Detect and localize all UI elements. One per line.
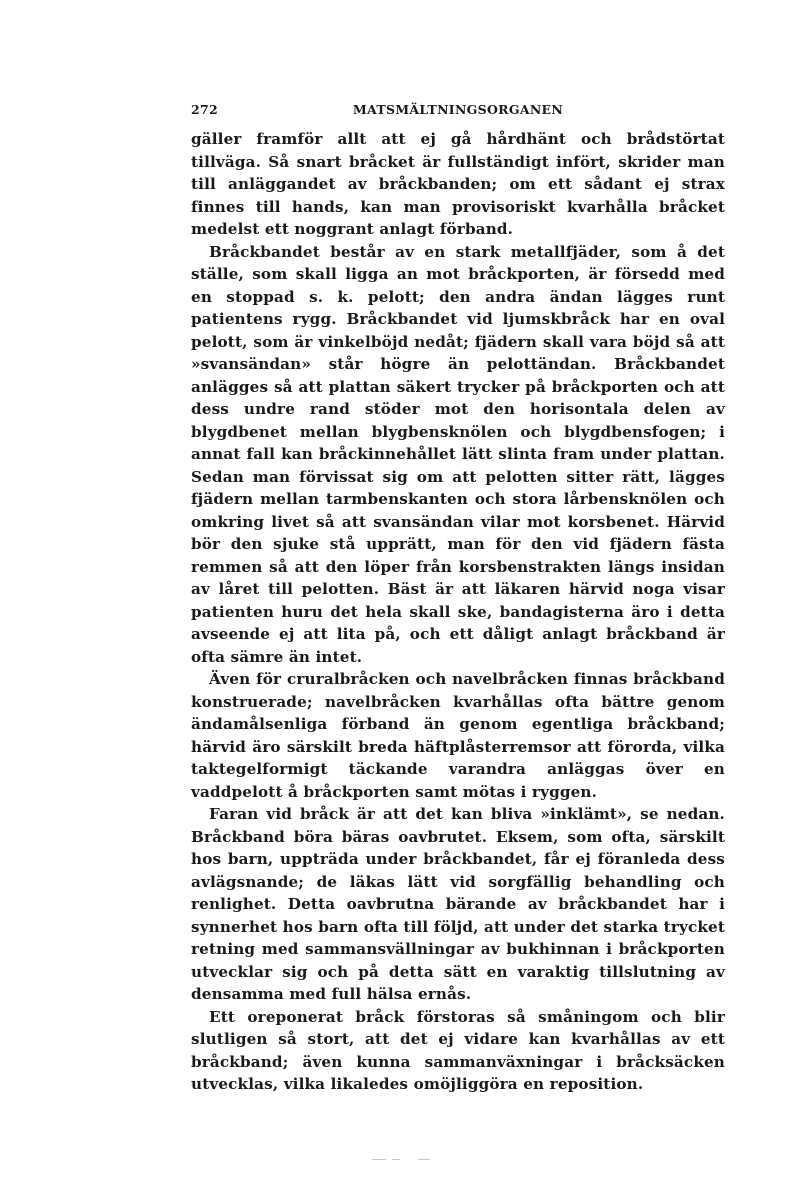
paragraph-crural-umbilical: Även för cruralbråcken och navelbråcken finnas bråckband konstruerade; navelbråcken kvarhållas ofta bättre genom ändamålsenliga förband än genom egentliga bråckband; härvid äro särskilt breda häftplåsterremsor att förorda, vilka taktegelformigt täckande varandra anläggas över en vaddpelott å bråckporten samt mötas i ryggen. (191, 670, 725, 801)
print-mark-decoration (372, 1157, 432, 1163)
running-title: MATSMÄLTNINGSORGANEN (352, 102, 564, 117)
paragraph-truss-description: Bråckbandet består av en stark metallfjäder, som å det ställe, som skall ligga an mot bråckporten, är försedd med en stoppad s. k. pelott; den andra ändan lägges runt patientens rygg. Bråckbandet vid ljumskbråck har en oval pelott, som är vinkelböjd nedåt; fjädern skall vara böjd så att »svansändan» står högre än pelottändan. Bråckbandet anlägges så att plattan säkert trycker på bråckporten och att dess undre rand stöder mot den horisontala delen av blygdbenet mellan blygbensknölen och blygdbensfogen; i annat fall kan bråckinnehållet lätt slinta fram under plattan. Sedan man förvissat sig om att pelotten sitter rätt, lägges fjädern mellan tarmbenskanten och stora lårbensknölen och omkring livet så att svansändan vilar mot korsbenet. Härvid bör den sjuke stå upprätt, man för den vid fjädern fästa remmen så att den löper från korsbenstrakten längs insidan av låret till pelotten. Bäst är att läkaren härvid noga visar patienten huru det hela skall ske, bandagisterna äro i detta avseende ej att lita på, och ett dåligt anlagt bråckband är ofta sämre än intet. (191, 242, 725, 666)
paragraph-strangulation: Faran vid bråck är att det kan bliva »inklämt», se nedan. Bråckband böra bäras oavbrutet. Eksem, som ofta, särskilt hos barn, uppträda under bråckbandet, får ej föranleda dess avlägsnande; de läkas lätt vid sorgfällig behandling och renlighet. Detta oavbrutna bärande av bråckbandet har i synnerhet hos barn ofta till följd, att under det starka trycket retning med sammansvällningar av bukhinnan i bråckporten utvecklar sig och på detta sätt en varaktig tillslutning av densamma med full hälsa ernås. (191, 805, 725, 1003)
paragraph-continuation: gäller framför allt att ej gå hårdhänt och brådstörtat tillväga. Så snart bråcket är fullständigt infört, skrider man till anläggandet av bråckbanden; om ett sådant ej strax finnes till hands, kan man provisoriskt kvarhålla bråcket medelst ett noggrant anlagt förband. (191, 130, 725, 238)
page-header (191, 102, 725, 122)
page-number: 272 (191, 102, 218, 117)
paragraph-irreducible: Ett oreponerat bråck förstoras så småningom och blir slutligen så stort, att det ej vidare kan kvarhållas av ett bråckband; även kunna sammanväxningar i bråcksäcken utvecklas, vilka likaledes omöjliggöra en reposition. (191, 1007, 725, 1093)
body-text (191, 128, 725, 1096)
